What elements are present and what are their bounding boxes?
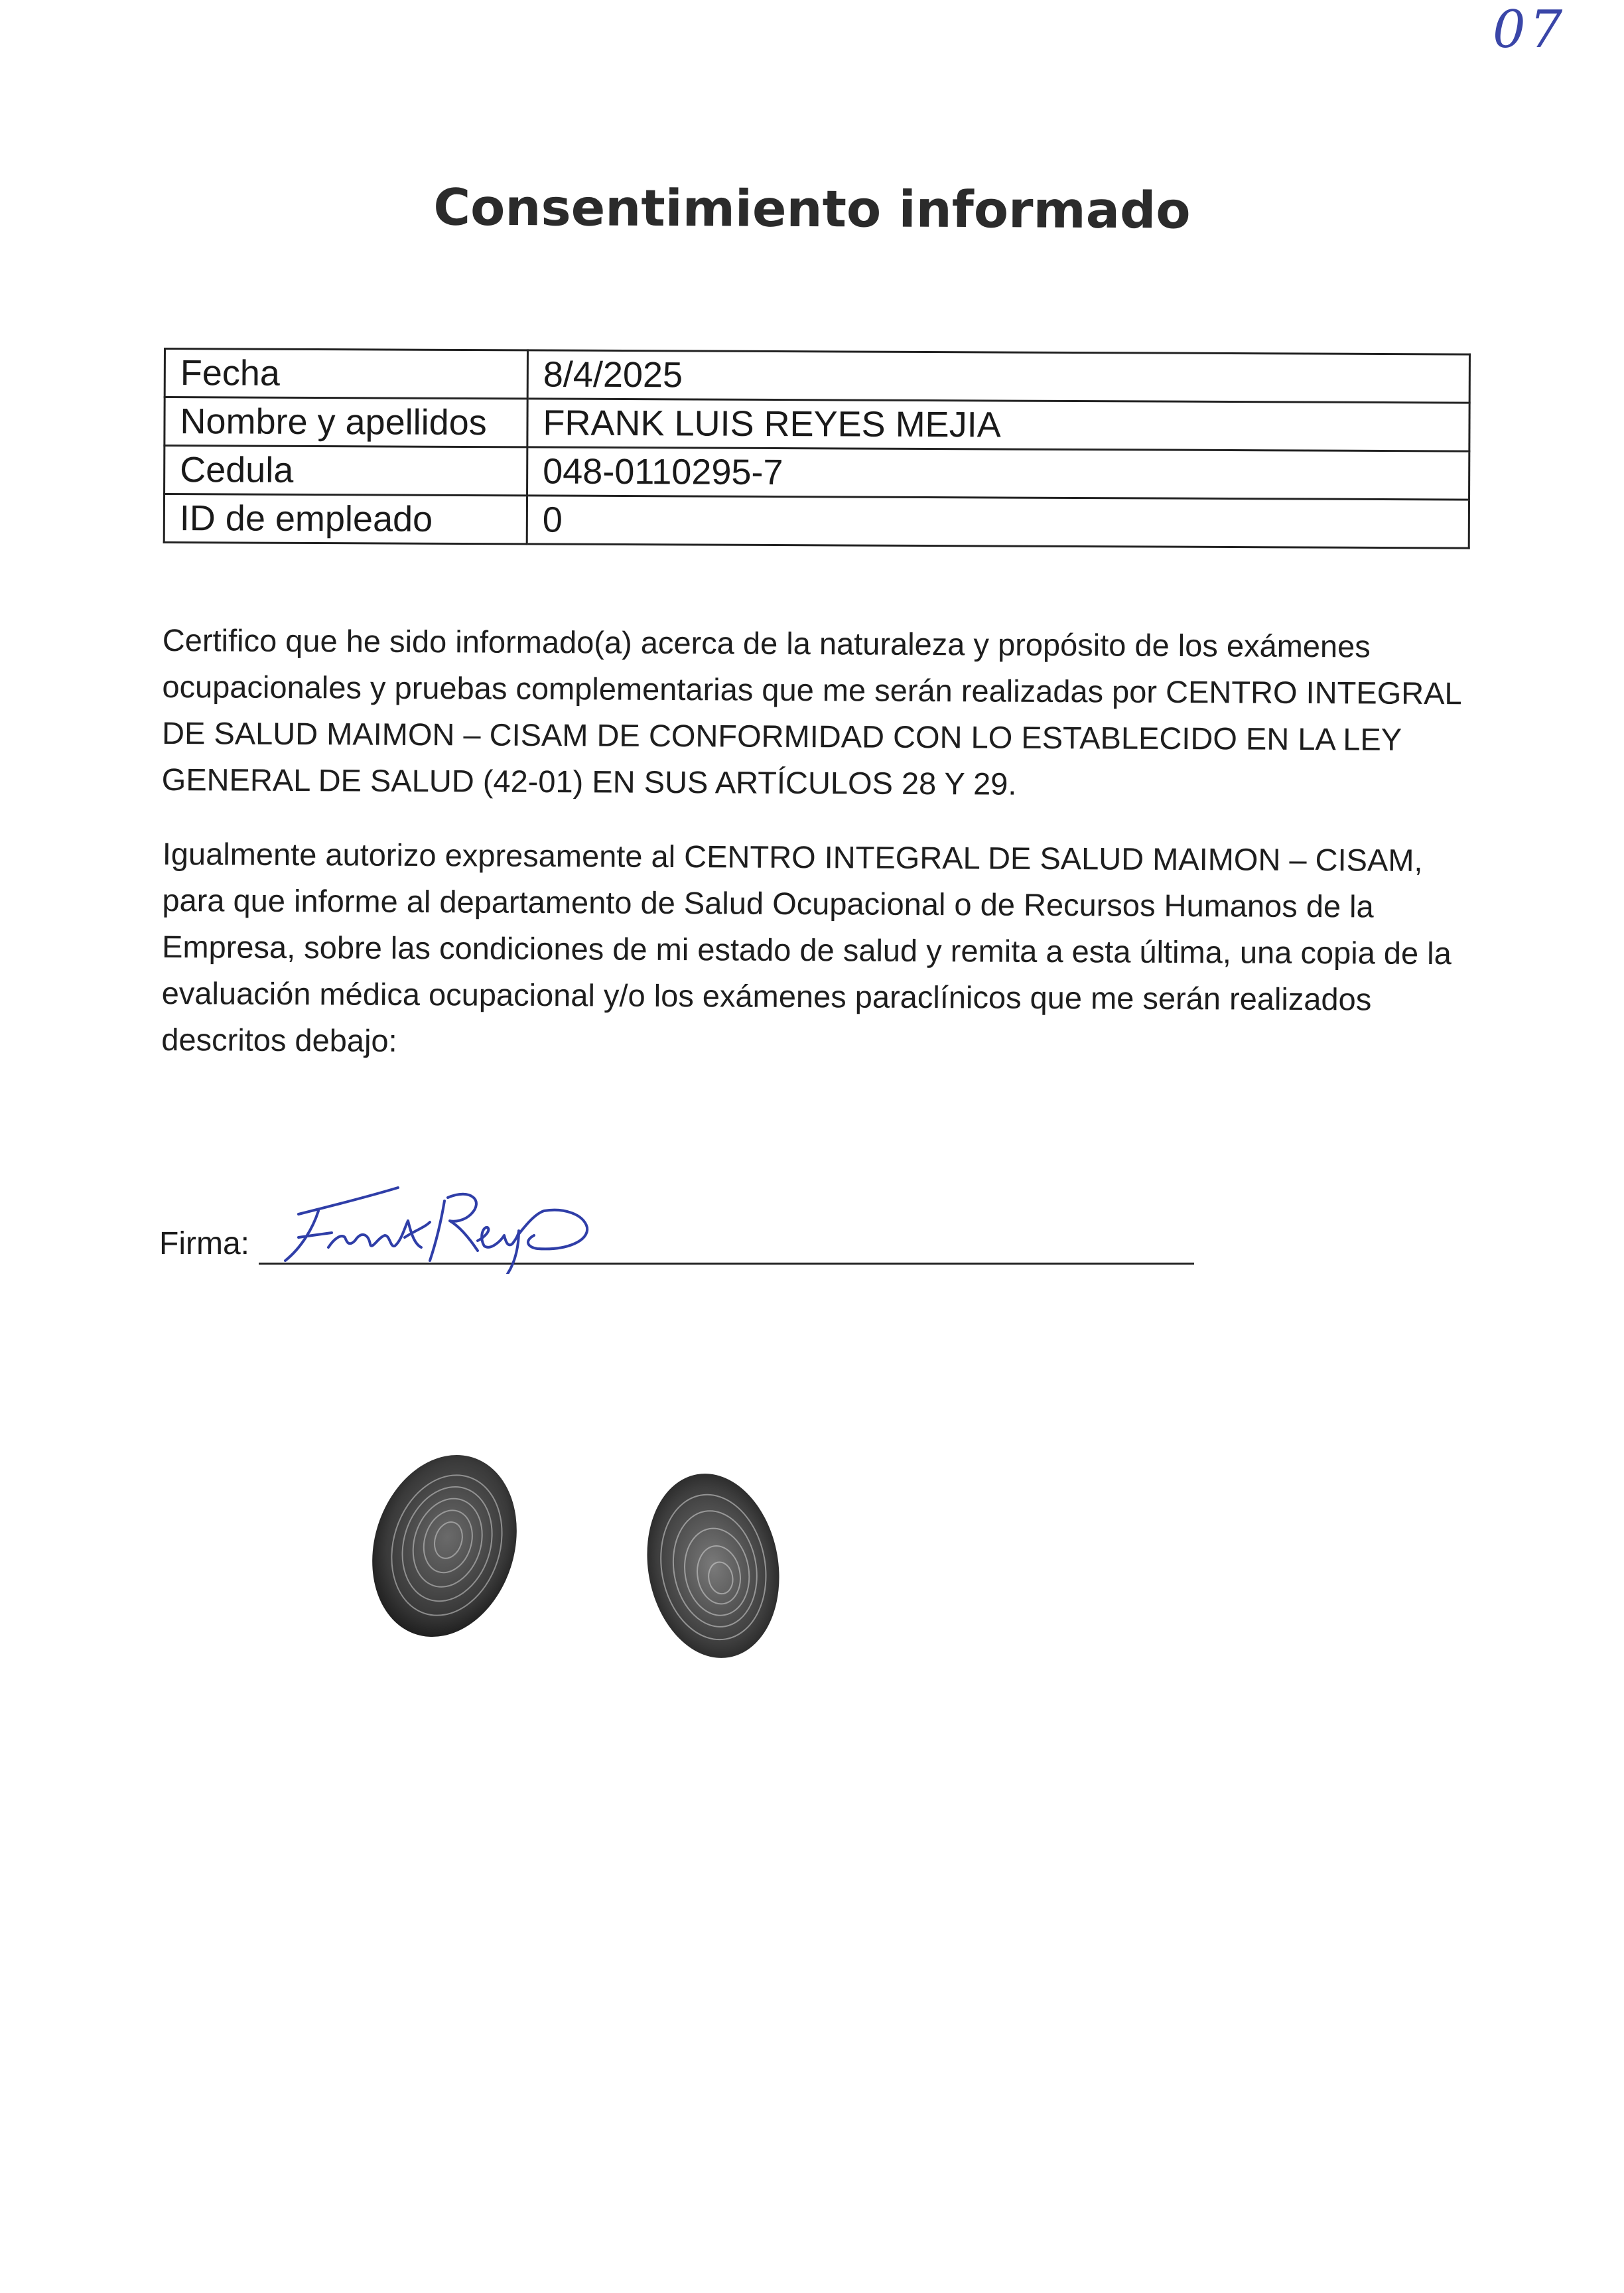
row-value-nombre: FRANK LUIS REYES MEJIA (527, 399, 1469, 451)
handwritten-signature (272, 1174, 617, 1274)
row-value-id-empleado: 0 (527, 496, 1469, 548)
fingerprint-right (640, 1466, 786, 1665)
certification-paragraph: Certifico que he sido informado(a) acerca de la naturaleza y propósito de los exámenes ocupacionales y pruebas complementarias que me serán realizadas por CENTRO INTEGRAL DE SALUD MAIMON – CISAM DE CONFORMIDAD CON LO ESTABLECIDO EN LA LEY GENERAL DE SALUD (42-01) EN SUS ARTÍCULOS 28 Y 29. (161, 622, 1461, 801)
row-value-fecha: 8/4/2025 (527, 350, 1469, 403)
page-number: 07 (1493, 0, 1567, 60)
row-label-fecha: Fecha (165, 349, 527, 399)
fingerprint-left (368, 1446, 521, 1645)
row-label-cedula: Cedula (165, 446, 527, 496)
row-label-id-empleado: ID de empleado (164, 494, 527, 544)
table-row (165, 446, 1469, 500)
row-value-cedula: 048-0110295-7 (527, 447, 1469, 500)
row-label-nombre: Nombre y apellidos (165, 397, 527, 447)
table-row (164, 494, 1469, 549)
document-title: Consentimiento informado (433, 177, 1191, 240)
info-table (163, 348, 1471, 549)
table-row (165, 397, 1469, 452)
authorization-paragraph: Igualmente autorizo expresamente al CENTRO INTEGRAL DE SALUD MAIMON – CISAM, para que informe al departamento de Salud Ocupacional o de Recursos Humanos de la Empresa, sobre las condiciones de mi estado de salud y remita a esta última, una copia de la evaluación médica ocupacional y/o los exámenes paraclínicos que me serán realizados descritos debajo: (161, 835, 1452, 1058)
signature-label: Firma: (159, 1226, 249, 1261)
signature-field (159, 1174, 1194, 1274)
table-row (165, 349, 1469, 403)
